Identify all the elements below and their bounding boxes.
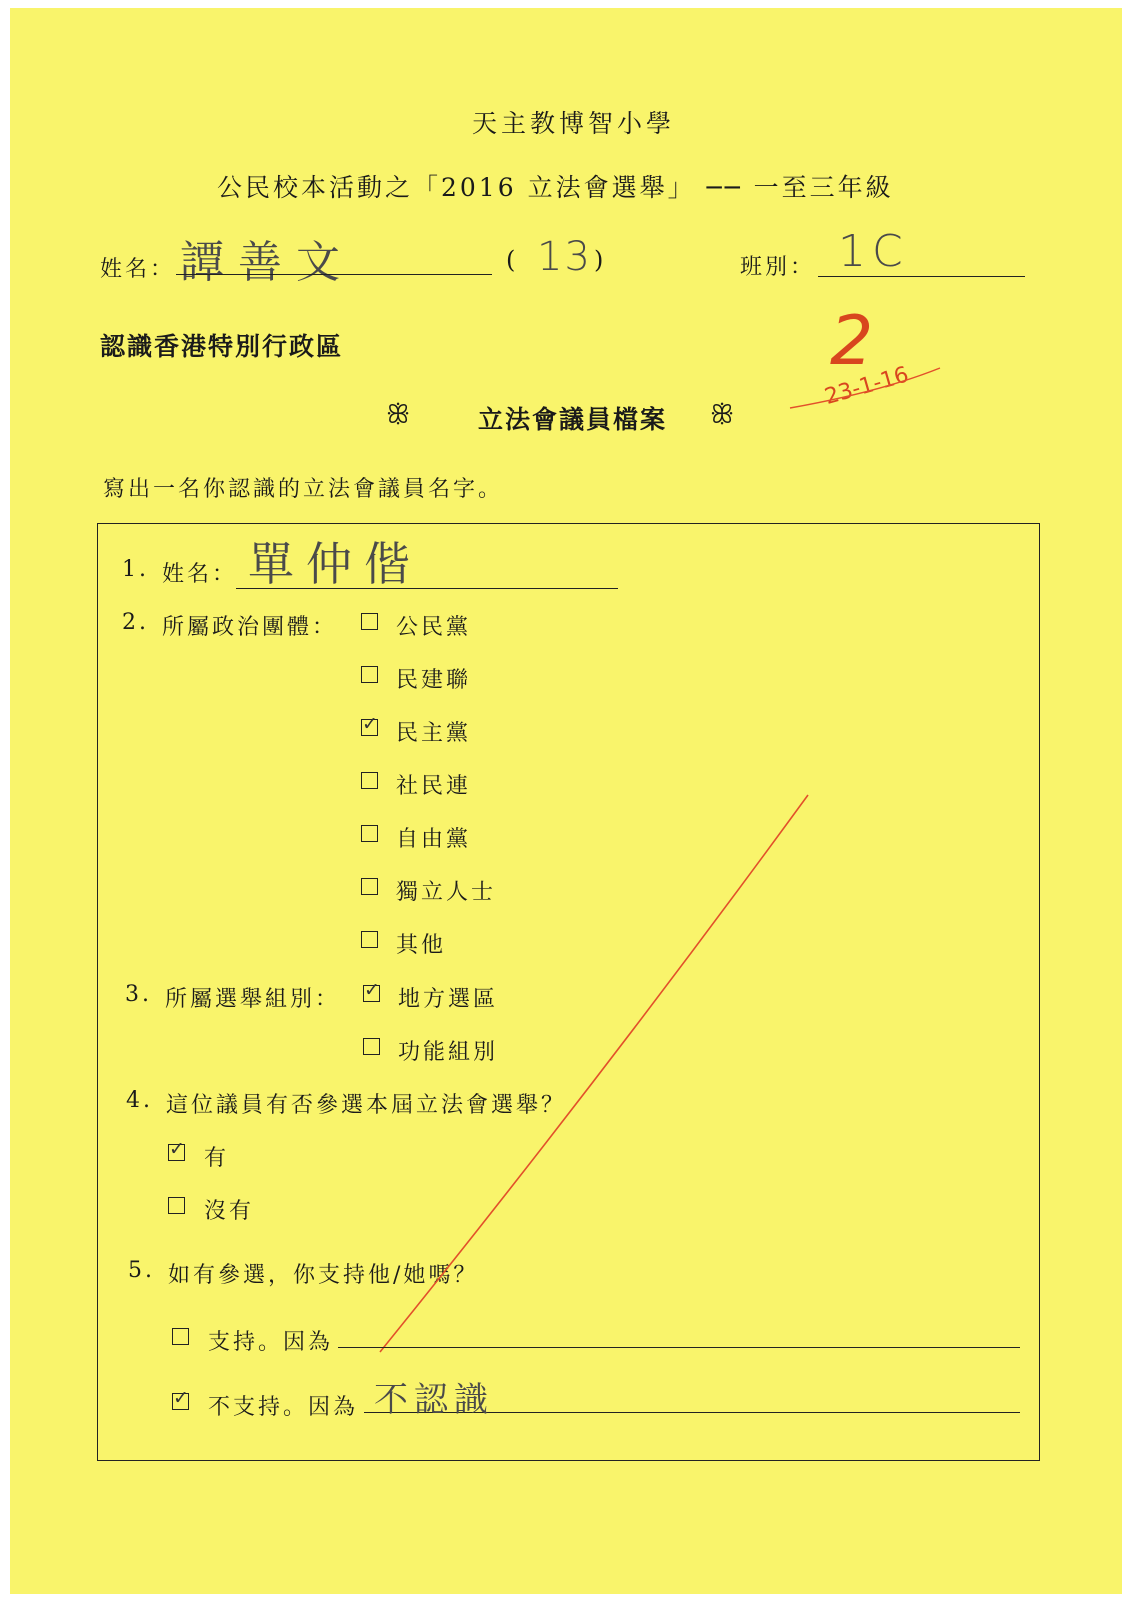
activity-title: 公民校本活動之「2016 立法會選舉」 ── 一至三年級 (217, 173, 894, 202)
q5-option-1-checkbox[interactable] (172, 1387, 189, 1410)
q3-label: 所屬選舉組別： (165, 987, 341, 1012)
profile-deco-right-icon: ꕥ (710, 400, 737, 430)
q1-label: 姓名： (162, 562, 238, 587)
q1-number: 1. (122, 557, 149, 582)
q2-label: 所屬政治團體： (162, 615, 338, 640)
q2-option-4-checkbox[interactable] (361, 825, 378, 842)
number-open-paren: ( (506, 246, 516, 274)
check-mark-icon: ✓ (362, 713, 378, 735)
q5-option-0-answer-line (338, 1347, 1020, 1348)
class-label: 班別： (740, 255, 816, 280)
grading-mark: 2 (830, 302, 874, 381)
q4-option-1-label: 沒有 (204, 1199, 255, 1224)
q2-option-1-label: 民建聯 (396, 668, 472, 693)
q2-option-2-label: 民主黨 (396, 721, 472, 746)
student-number-value[interactable]: 13 (537, 234, 592, 280)
q2-option-0-checkbox[interactable] (361, 613, 378, 630)
q2-option-5-label: 獨立人士 (396, 880, 497, 905)
check-mark-icon: ✓ (364, 979, 380, 1001)
profile-title: 立法會議員檔案 (478, 405, 668, 434)
section-title: 認識香港特別行政區 (100, 332, 344, 361)
q2-option-3-label: 社民連 (396, 774, 472, 799)
class-line (818, 276, 1025, 277)
q2-option-1-checkbox[interactable] (361, 666, 378, 683)
class-value[interactable]: 1C (838, 226, 909, 277)
q4-option-1-checkbox[interactable] (168, 1197, 185, 1214)
q2-option-4-label: 自由黨 (396, 827, 472, 852)
school-name: 天主教博智小學 (472, 109, 676, 138)
q2-option-6-checkbox[interactable] (361, 931, 378, 948)
check-mark-icon: ✓ (169, 1138, 185, 1160)
q5-option-1-label: 不支持。因為 (208, 1395, 359, 1420)
profile-deco-left-icon: ꕥ (386, 400, 413, 430)
q5-option-0-checkbox[interactable] (172, 1328, 189, 1345)
q4-option-0-checkbox[interactable] (168, 1138, 185, 1161)
q2-option-6-label: 其他 (396, 933, 447, 958)
q5-option-0-label: 支持。因為 (208, 1330, 334, 1355)
q5-number: 5. (128, 1258, 155, 1283)
number-close-paren: ) (594, 246, 604, 274)
q2-option-5-checkbox[interactable] (361, 878, 378, 895)
q5-label: 如有參選，你支持他/她嗎？ (168, 1263, 479, 1288)
q5-option-1-answer[interactable]: 不認識 (374, 1380, 494, 1420)
q4-number: 4. (126, 1088, 153, 1113)
q3-option-0-checkbox[interactable] (363, 979, 380, 1002)
q2-number: 2. (122, 610, 149, 635)
student-name-label: 姓名： (100, 257, 176, 282)
student-name-value[interactable]: 譚善文 (180, 237, 354, 288)
instruction-text: 寫出一名你認識的立法會議員名字。 (103, 477, 504, 502)
check-mark-icon: ✓ (173, 1387, 189, 1409)
q1-answer-line (236, 588, 618, 589)
q2-option-0-label: 公民黨 (396, 615, 472, 640)
q3-option-0-label: 地方選區 (398, 987, 499, 1012)
grading-date: 23-1-16 (822, 362, 912, 411)
q2-option-2-checkbox[interactable] (361, 713, 378, 736)
q3-number: 3. (125, 982, 152, 1007)
q4-option-0-label: 有 (204, 1146, 230, 1171)
q1-answer[interactable]: 單仲偕 (248, 537, 422, 591)
q4-label: 這位議員有否參選本屆立法會選舉？ (166, 1093, 567, 1118)
student-name-line (176, 274, 492, 275)
q2-option-3-checkbox[interactable] (361, 772, 378, 789)
q3-option-1-label: 功能組別 (398, 1040, 499, 1065)
q3-option-1-checkbox[interactable] (363, 1038, 380, 1055)
